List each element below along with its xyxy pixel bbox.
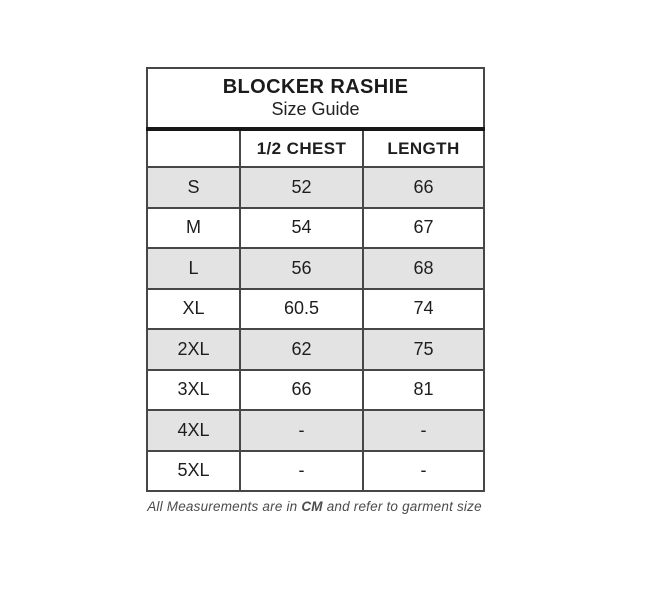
size-label: XL xyxy=(147,289,240,330)
table-subtitle: Size Guide xyxy=(271,98,360,119)
title-row xyxy=(147,68,484,129)
half-chest-value: 56 xyxy=(240,248,363,289)
half-chest-value: 52 xyxy=(240,167,363,208)
size-guide-table xyxy=(146,67,485,492)
half-chest-value: 62 xyxy=(240,329,363,370)
footnote-unit: CM xyxy=(301,499,323,514)
size-label: 5XL xyxy=(147,451,240,492)
size-label: S xyxy=(147,167,240,208)
measurements-footnote xyxy=(146,499,483,514)
table-row-5xl xyxy=(147,451,484,492)
half-chest-value: 54 xyxy=(240,208,363,249)
half-chest-value: - xyxy=(240,410,363,451)
title-cell xyxy=(147,68,484,129)
size-label: L xyxy=(147,248,240,289)
column-header-row xyxy=(147,129,484,167)
size-label: 3XL xyxy=(147,370,240,411)
column-header-half-chest: 1/2 CHEST xyxy=(240,129,363,167)
table-row-s xyxy=(147,167,484,208)
table-row-xl xyxy=(147,289,484,330)
table-row-l xyxy=(147,248,484,289)
table-row-m xyxy=(147,208,484,249)
column-header-size xyxy=(147,129,240,167)
size-label: 2XL xyxy=(147,329,240,370)
table-row-2xl xyxy=(147,329,484,370)
length-value: 81 xyxy=(363,370,484,411)
length-value: 74 xyxy=(363,289,484,330)
length-value: 75 xyxy=(363,329,484,370)
table-row-4xl xyxy=(147,410,484,451)
size-guide-panel xyxy=(146,67,483,514)
table-row-3xl xyxy=(147,370,484,411)
table-title: BLOCKER RASHIE xyxy=(222,75,409,98)
footnote-prefix: All Measurements are in xyxy=(147,499,302,514)
length-value: - xyxy=(363,410,484,451)
length-value: 68 xyxy=(363,248,484,289)
size-label: 4XL xyxy=(147,410,240,451)
length-value: 67 xyxy=(363,208,484,249)
half-chest-value: - xyxy=(240,451,363,492)
half-chest-value: 66 xyxy=(240,370,363,411)
size-label: M xyxy=(147,208,240,249)
length-value: - xyxy=(363,451,484,492)
length-value: 66 xyxy=(363,167,484,208)
half-chest-value: 60.5 xyxy=(240,289,363,330)
column-header-length: LENGTH xyxy=(363,129,484,167)
footnote-suffix: and refer to garment size xyxy=(322,499,482,514)
